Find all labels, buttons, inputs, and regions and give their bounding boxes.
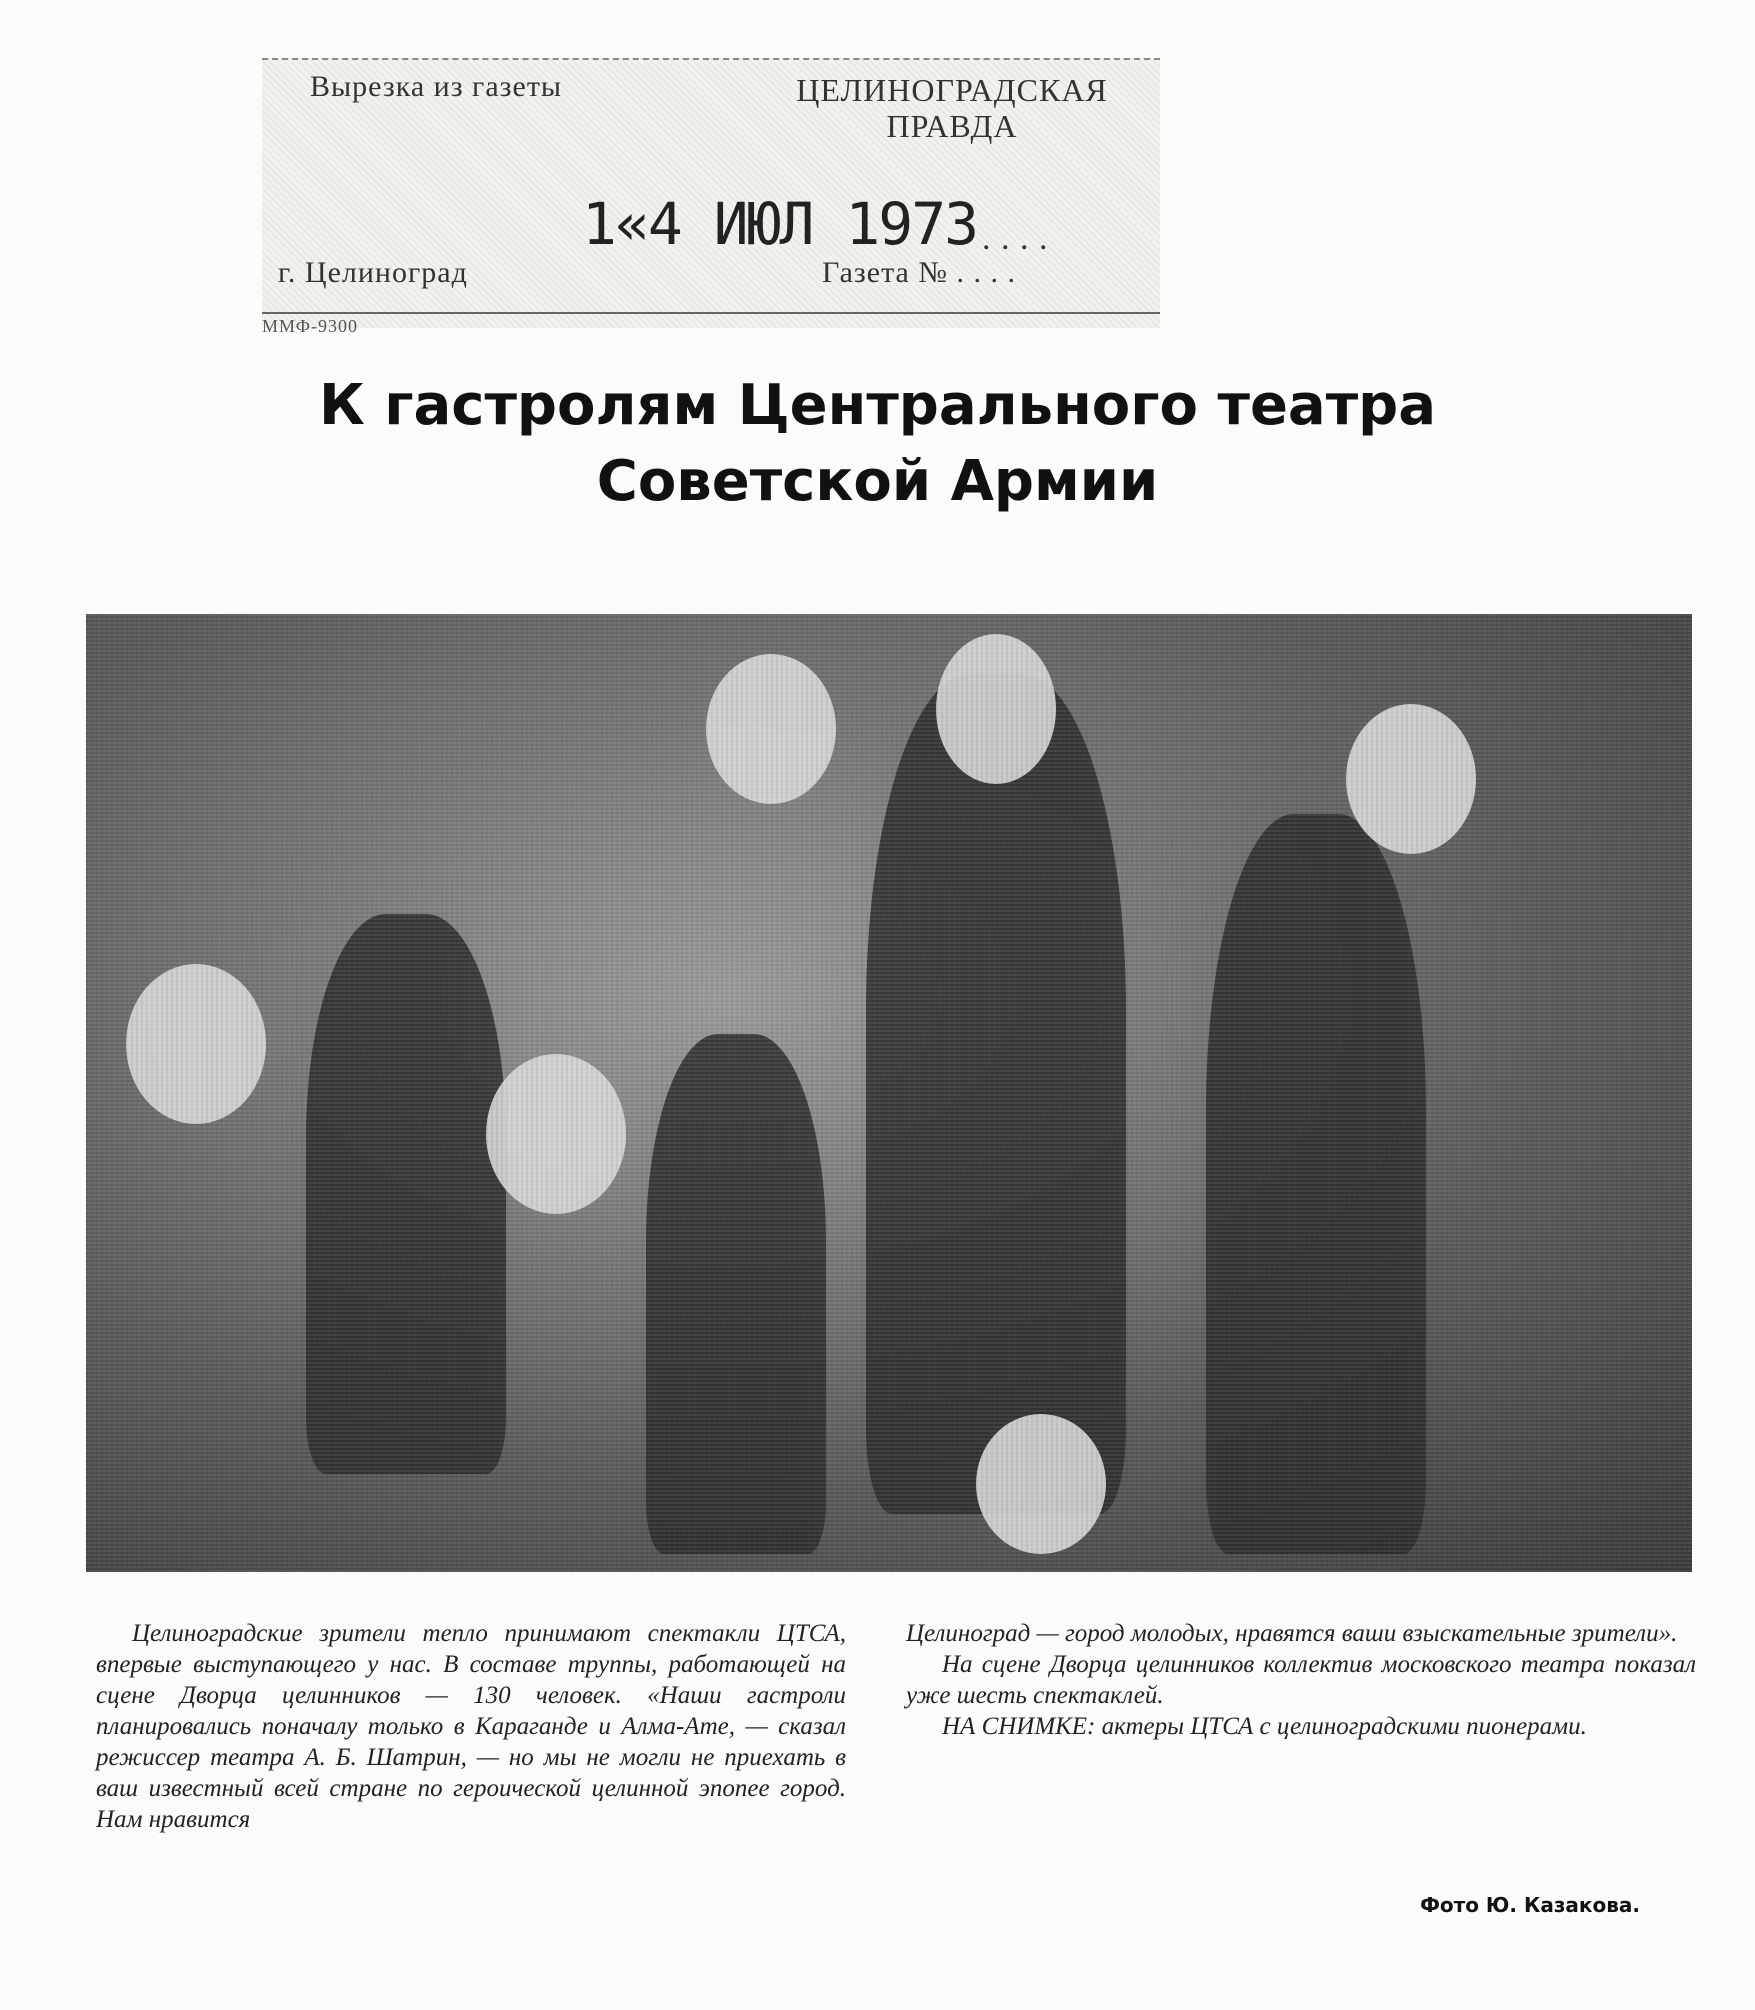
stamp-city: г. Целиноград — [278, 256, 468, 289]
article-headline — [200, 368, 1555, 520]
photo-caption: НА СНИМКЕ: актеры ЦТСА с целиноградскими пионерами. — [942, 1713, 1587, 1740]
article-column-right — [906, 1618, 1696, 1742]
article-paragraph: Целиноградские зрители тепло принимают спектакли ЦТСА, впервые выступающего у нас. В составе труппы, работающей на сцене Дворца целинников — 130 человек. «Наши гастроли планировались поначалу только в Караганде и Алма-Ате, — сказал режиссер театра А. Б. Шатрин, — но мы не могли не приехать в ваш известный всей стране по героической целинной эпопее город. Нам нравится — [96, 1620, 846, 1833]
article-photo — [86, 614, 1692, 1572]
photo-halftone — [86, 614, 1692, 1572]
headline-line2: Советской Армии — [596, 449, 1159, 514]
stamp-rule: ММФ-9300 — [262, 312, 1160, 337]
stamp-issue: Газета № . . . . — [822, 256, 1016, 289]
article-body — [96, 1618, 1696, 1938]
stamp-newspaper-line2: ПРАВДА — [886, 108, 1018, 144]
article-column-left — [96, 1618, 846, 1835]
headline-line1: К гастролям Центрального театра — [318, 373, 1437, 438]
stamp-newspaper-name — [762, 72, 1142, 144]
clipping-stamp — [262, 58, 1160, 336]
photo-credit: Фото Ю. Казакова. — [1420, 1893, 1640, 1917]
stamp-dots: . . . . — [982, 220, 1049, 257]
stamp-newspaper-line1: ЦЕЛИНОГРАДСКАЯ — [796, 72, 1108, 108]
article-paragraph: На сцене Дворца целинников коллектив московского театра показал уже шесть спектаклей. — [906, 1651, 1696, 1709]
article-paragraph: Целиноград — город молодых, нравятся ваши взыскательные зрители». — [906, 1620, 1678, 1647]
stamp-date: 1«4 ИЮЛ 1973 — [582, 190, 978, 258]
stamp-label: Вырезка из газеты — [310, 70, 563, 103]
